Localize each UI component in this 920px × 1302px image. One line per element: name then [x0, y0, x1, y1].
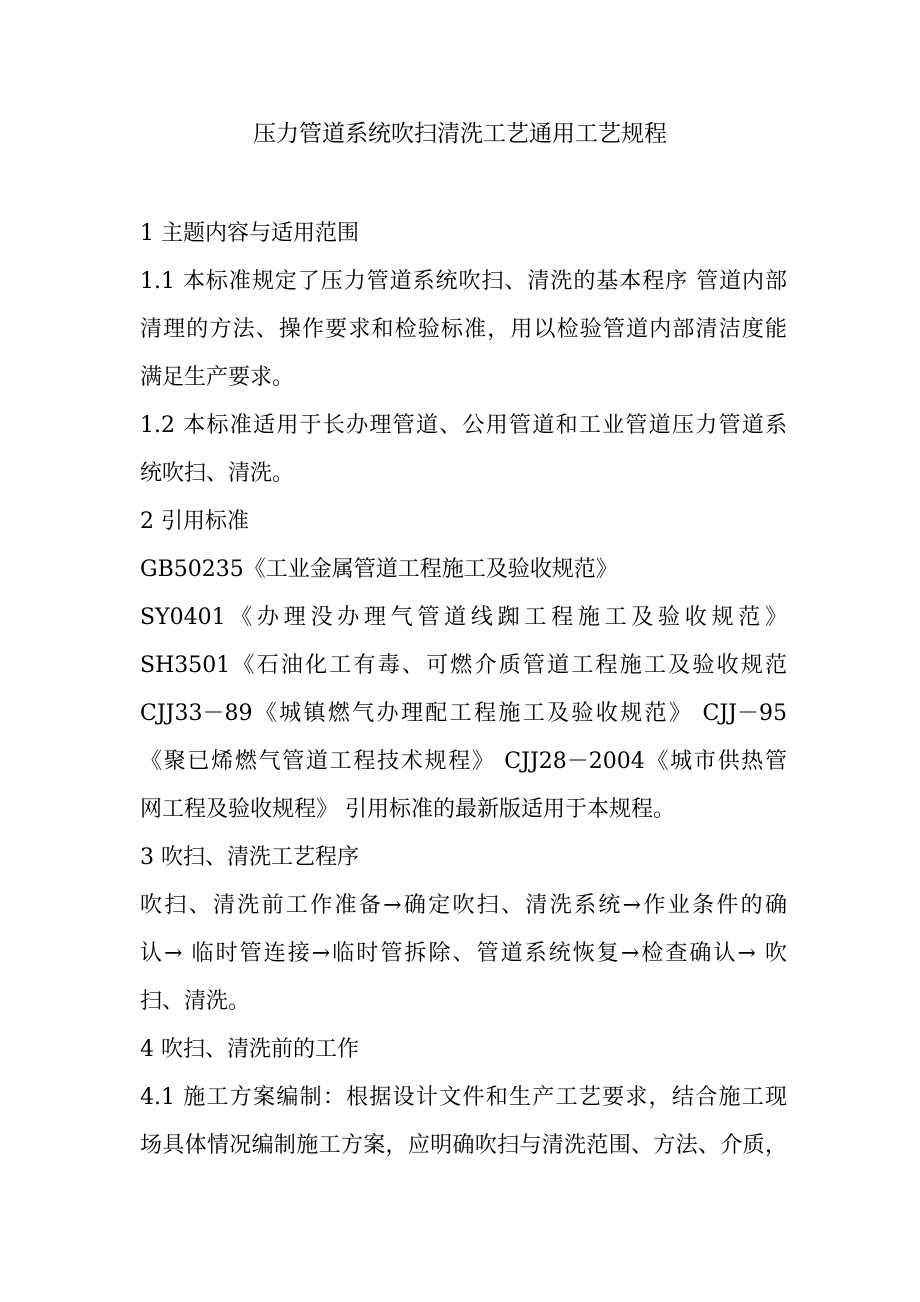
reference-text: 《聚已烯燃气管道工程技术规程》 CJJ28－2004《城市供热管: [140, 749, 787, 774]
reference-item: 网工程及验收规程》 引用标准的最新版适用于本规程。: [140, 797, 675, 822]
heading-2-references: 2 引用标准: [140, 509, 249, 534]
reference-text: CJJ33－89《城镇燃气办理配工程施工及验收规范》 CJJ－95: [140, 701, 787, 726]
paragraph-line: [140, 266, 787, 298]
heading-3-process: 3 吹扫、清洗工艺程序: [140, 845, 359, 870]
heading-1-scope: 1 主题内容与适用范围: [140, 221, 359, 246]
paragraph-line: 统吹扫、清洗。: [140, 461, 295, 486]
paragraph-line: [140, 1082, 787, 1114]
paragraph-line: 满足生产要求。: [140, 365, 295, 390]
document-title: 压力管道系统吹扫清洗工艺通用工艺规程: [253, 121, 667, 147]
reference-item: [140, 602, 787, 634]
reference-text: SH3501《石油化工有毒、可燃介质管道工程施工及验收规范: [140, 653, 787, 678]
paragraph-line: [140, 314, 787, 346]
paragraph-line: [140, 1130, 787, 1162]
paragraph-text: 场具体情况编制施工方案，应明确吹扫与清洗范围、方法、介质，: [140, 1133, 787, 1158]
heading-4-preparation: 4 吹扫、清洗前的工作: [140, 1037, 359, 1062]
reference-item: [140, 698, 787, 730]
paragraph-line: 扫、清洗。: [140, 989, 251, 1014]
reference-item: GB50235《工业金属管道工程施工及验收规范》: [140, 557, 618, 582]
paragraph-text: 清理的方法、操作要求和检验标准，用以检验管道内部清洁度能: [140, 317, 787, 342]
reference-item: [140, 650, 787, 682]
paragraph-text: 1.2 本标准适用于长办理管道、公用管道和工业管道压力管道系: [140, 413, 787, 438]
paragraph-text: 吹扫、清洗前工作准备→确定吹扫、清洗系统→作业条件的确: [140, 893, 787, 918]
paragraph-text: 1.1 本标准规定了压力管道系统吹扫、清洗的基本程序 管道内部: [140, 269, 787, 294]
paragraph-line: [140, 410, 787, 442]
paragraph-text: 认→ 临时管连接→临时管拆除、管道系统恢复→检查确认→ 吹: [140, 941, 787, 966]
paragraph-line: [140, 938, 787, 970]
paragraph-text: 4.1 施工方案编制：根据设计文件和生产工艺要求，结合施工现: [140, 1085, 787, 1110]
reference-text: SY0401《办理没办理气管道线踟工程施工及验收规范》: [140, 605, 787, 630]
reference-item: [140, 746, 787, 778]
paragraph-line: [140, 890, 787, 922]
